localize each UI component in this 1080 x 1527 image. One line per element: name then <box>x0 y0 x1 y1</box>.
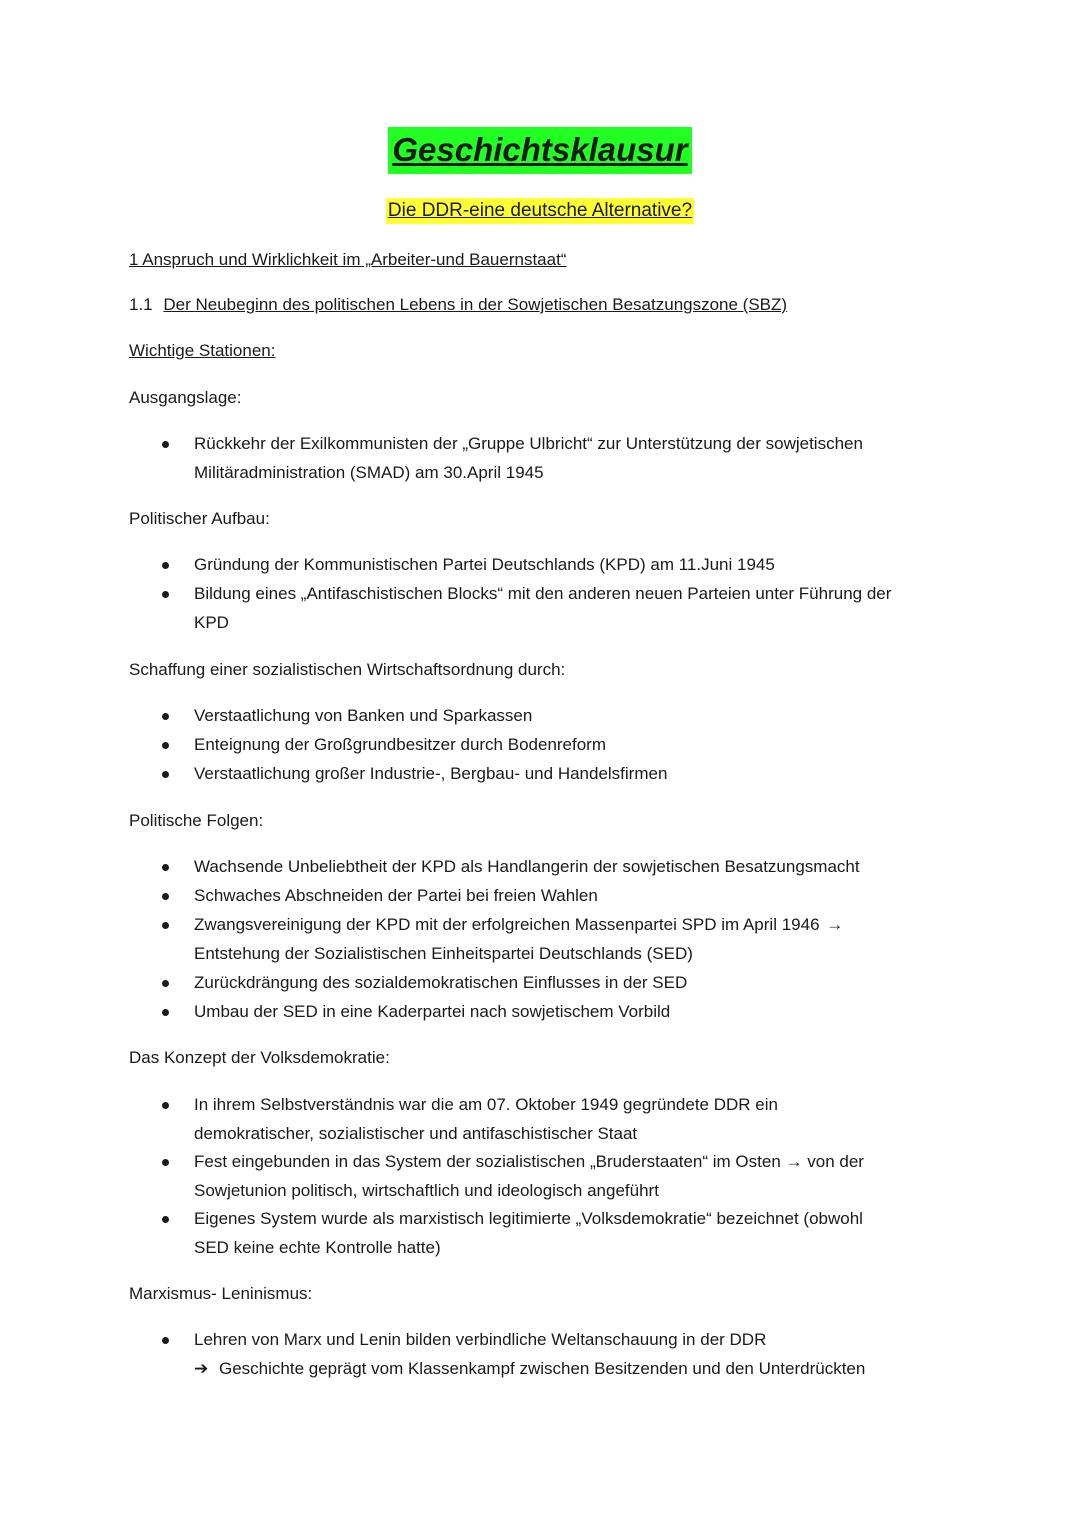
list-item: Umbau der SED in eine Kaderpartei nach sowjetischem Vorbild <box>194 1002 671 1021</box>
bullet-dot <box>162 441 169 448</box>
list-item: Rückkehr der Exilkommunisten der „Gruppe Ulbricht“ zur Unterstützung der sowjetischen Militäradministration (SMAD) am 30.April 1945 <box>194 434 863 482</box>
list-item: Verstaatlichung großer Industrie-, Bergbau- und Handelsfirmen <box>194 764 668 783</box>
bullet-dot <box>162 771 169 778</box>
bullet-dot <box>162 562 169 569</box>
list-item: Bildung eines „Antifaschistischen Blocks“ mit den anderen neuen Parteien unter Führung der KPD <box>194 584 892 632</box>
list-item: Wachsende Unbeliebtheit der KPD als Handlangerin der sowjetischen Besatzungsmacht <box>194 857 860 876</box>
bullet-dot <box>162 922 169 929</box>
bullet-dot <box>162 1337 169 1344</box>
bullet-dot <box>162 1009 169 1016</box>
aufbau-heading: Politischer Aufbau: <box>129 509 270 528</box>
section-heading <box>129 294 787 316</box>
list-item: Schwaches Abschneiden der Partei bei freien Wahlen <box>194 886 598 905</box>
list-item: Enteignung der Großgrundbesitzer durch Bodenreform <box>194 735 607 754</box>
title-container <box>0 127 1080 174</box>
stations-heading: Wichtige Stationen: <box>129 341 276 360</box>
bullet-dot <box>162 742 169 749</box>
list-item: Zurückdrängung des sozialdemokratischen Einflusses in der SED <box>194 973 688 992</box>
subtitle-container <box>0 198 1080 224</box>
chapter-heading: 1 Anspruch und Wirklichkeit im „Arbeiter-und Bauernstaat“ <box>129 250 567 269</box>
list-item: Verstaatlichung von Banken und Sparkassen <box>194 706 533 725</box>
arrow-right-icon: ➔ <box>194 1359 209 1378</box>
bullet-dot <box>162 1102 169 1109</box>
list-item: Gründung der Kommunistischen Partei Deutschlands (KPD) am 11.Juni 1945 <box>194 555 775 574</box>
marxismus-heading: Marxismus- Leninismus: <box>129 1284 313 1303</box>
bullet-dot <box>162 713 169 720</box>
arrow-right-icon: → <box>826 915 844 934</box>
list-item: Fest eingebunden in das System der sozialistischen „Bruderstaaten“ im Osten → von der Sowjetunion politisch, wirtschaftlich und ideologisch angeführt <box>194 1152 864 1200</box>
folgen-heading: Politische Folgen: <box>129 811 264 830</box>
bullet-dot <box>162 1216 169 1223</box>
bullet-dot <box>162 1159 169 1166</box>
bullet-dot <box>162 591 169 598</box>
wirtschaft-heading: Schaffung einer sozialistischen Wirtschaftsordnung durch: <box>129 660 566 679</box>
document-subtitle: Die DDR-eine deutsche Alternative? <box>386 198 694 224</box>
bullet-dot <box>162 980 169 987</box>
list-item: Eigenes System wurde als marxistisch legitimierte „Volksdemokratie“ bezeichnet (obwohl SED keine echte Kontrolle hatte) <box>194 1209 863 1257</box>
section-title: Der Neubeginn des politischen Lebens in der Sowjetischen Besatzungszone (SBZ) <box>163 295 788 314</box>
list-item: In ihrem Selbstverständnis war die am 07. Oktober 1949 gegründete DDR ein demokratischer, sozialistischer und antifaschistischer Staat <box>194 1095 778 1143</box>
volksdemokratie-heading: Das Konzept der Volksdemokratie: <box>129 1048 390 1067</box>
bullet-dot <box>162 864 169 871</box>
sub-list-item: ➔ Geschichte geprägt vom Klassenkampf zwischen Besitzenden und den Unterdrückten <box>194 1359 866 1378</box>
document-title: Geschichtsklausur <box>388 127 691 174</box>
section-number: 1.1 <box>129 295 153 314</box>
list-item: Lehren von Marx und Lenin bilden verbindliche Weltanschauung in der DDR <box>194 1330 767 1349</box>
list-item: Zwangsvereinigung der KPD mit der erfolgreichen Massenpartei SPD im April 1946 → Entstehung der Sozialistischen Einheitspartei Deutschlands (SED) <box>194 911 843 968</box>
ausgangslage-heading: Ausgangslage: <box>129 388 242 407</box>
bullet-dot <box>162 893 169 900</box>
